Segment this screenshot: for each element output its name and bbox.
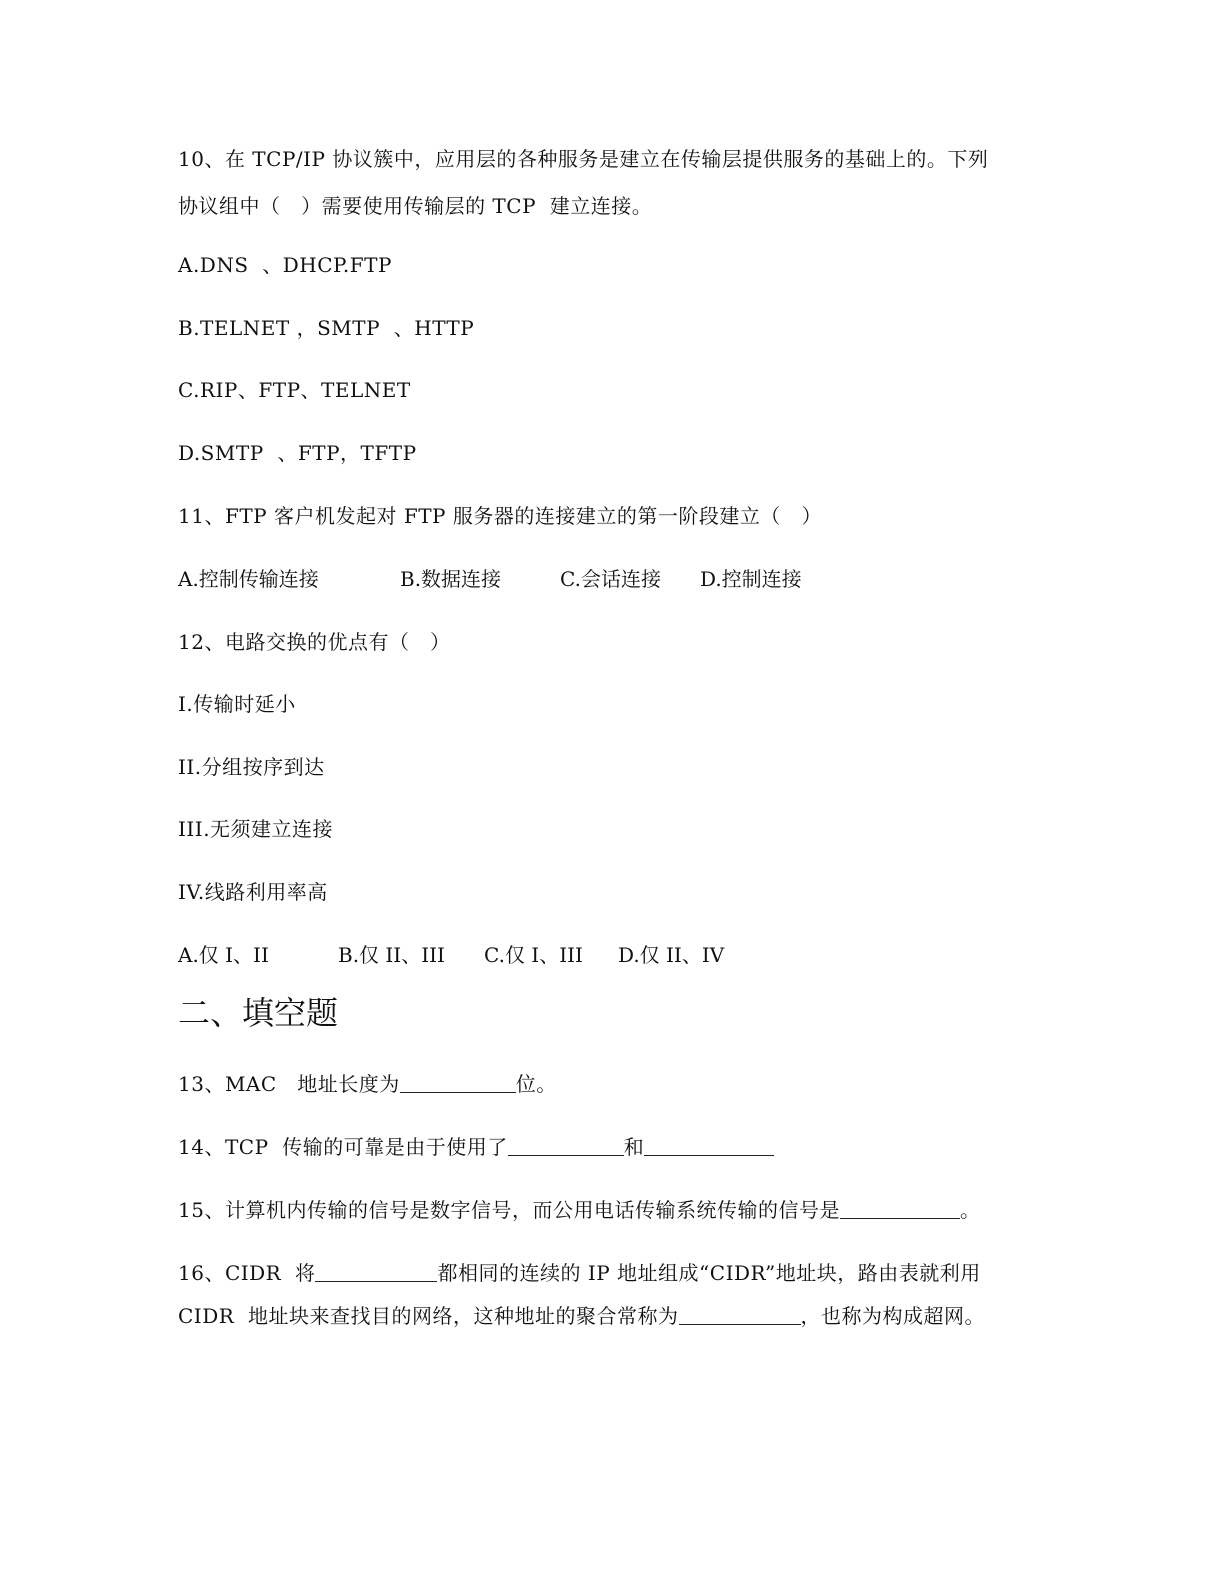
q12-option-c: C.仅 I、III bbox=[484, 943, 583, 967]
q13-line bbox=[178, 1071, 557, 1097]
q12-item-3: III.无须建立连接 bbox=[178, 817, 334, 841]
q12-option-a: A.仅 I、II bbox=[178, 943, 269, 967]
q10-option-a: A.DNS 、DHCP.FTP bbox=[178, 253, 392, 277]
q15-line bbox=[178, 1197, 980, 1223]
q11-option-b: B.数据连接 bbox=[400, 567, 502, 591]
q16-line2 bbox=[178, 1303, 985, 1329]
q10-stem-line1: 10、在 TCP/IP 协议簇中，应用层的各种服务是建立在传输层提供服务的基础上的。下列 bbox=[178, 147, 989, 171]
q12-item-1: I.传输时延小 bbox=[178, 692, 296, 716]
q15-text: 15、计算机内传输的信号是数字信号，而公用电话传输系统传输的信号是 bbox=[178, 1198, 840, 1222]
q14-text: 14、TCP 传输的可靠是由于使用了 bbox=[178, 1135, 508, 1159]
q13-blank[interactable] bbox=[400, 1072, 516, 1093]
q16-text-2: 都相同的连续的 IP 地址组成“CIDR”地址块，路由表就利用 bbox=[437, 1261, 981, 1285]
q14-blank-1[interactable] bbox=[508, 1135, 624, 1156]
q16-blank-2[interactable] bbox=[679, 1304, 801, 1325]
q16-text-4: ，也称为构成超网。 bbox=[800, 1304, 986, 1328]
q11-stem: 11、FTP 客户机发起对 FTP 服务器的连接建立的第一阶段建立（ ） bbox=[178, 504, 822, 528]
q13-suffix: 位。 bbox=[515, 1072, 557, 1096]
q11-option-d: D.控制连接 bbox=[700, 567, 802, 591]
q16-blank-1[interactable] bbox=[315, 1261, 437, 1282]
q11-option-c: C.会话连接 bbox=[560, 567, 661, 591]
q12-option-d: D.仅 II、IV bbox=[618, 943, 725, 967]
q16-text-1: 16、CIDR 将 bbox=[178, 1261, 316, 1285]
q15-suffix: 。 bbox=[959, 1198, 981, 1222]
q12-item-4: IV.线路利用率高 bbox=[178, 880, 328, 904]
q10-option-c: C.RIP、FTP、TELNET bbox=[178, 378, 411, 402]
q12-stem: 12、电路交换的优点有（ ） bbox=[178, 630, 451, 654]
q16-text-3: CIDR 地址块来查找目的网络，这种地址的聚合常称为 bbox=[178, 1304, 679, 1328]
q16-line1 bbox=[178, 1260, 981, 1286]
q14-blank-2[interactable] bbox=[644, 1135, 774, 1156]
q12-item-2: II.分组按序到达 bbox=[178, 755, 325, 779]
q14-line bbox=[178, 1134, 774, 1160]
section-heading-fill-in: 二、填空题 bbox=[178, 994, 339, 1032]
q10-option-d: D.SMTP 、FTP，TFTP bbox=[178, 441, 417, 465]
q12-option-b: B.仅 II、III bbox=[338, 943, 445, 967]
q10-option-b: B.TELNET ，SMTP 、HTTP bbox=[178, 316, 475, 340]
q15-blank[interactable] bbox=[840, 1198, 960, 1219]
q13-text: 13、MAC 地址长度为 bbox=[178, 1072, 400, 1096]
q11-option-a: A.控制传输连接 bbox=[178, 567, 319, 591]
q10-stem-line2: 协议组中（ ）需要使用传输层的 TCP 建立连接。 bbox=[178, 194, 653, 218]
q14-mid: 和 bbox=[623, 1135, 645, 1159]
